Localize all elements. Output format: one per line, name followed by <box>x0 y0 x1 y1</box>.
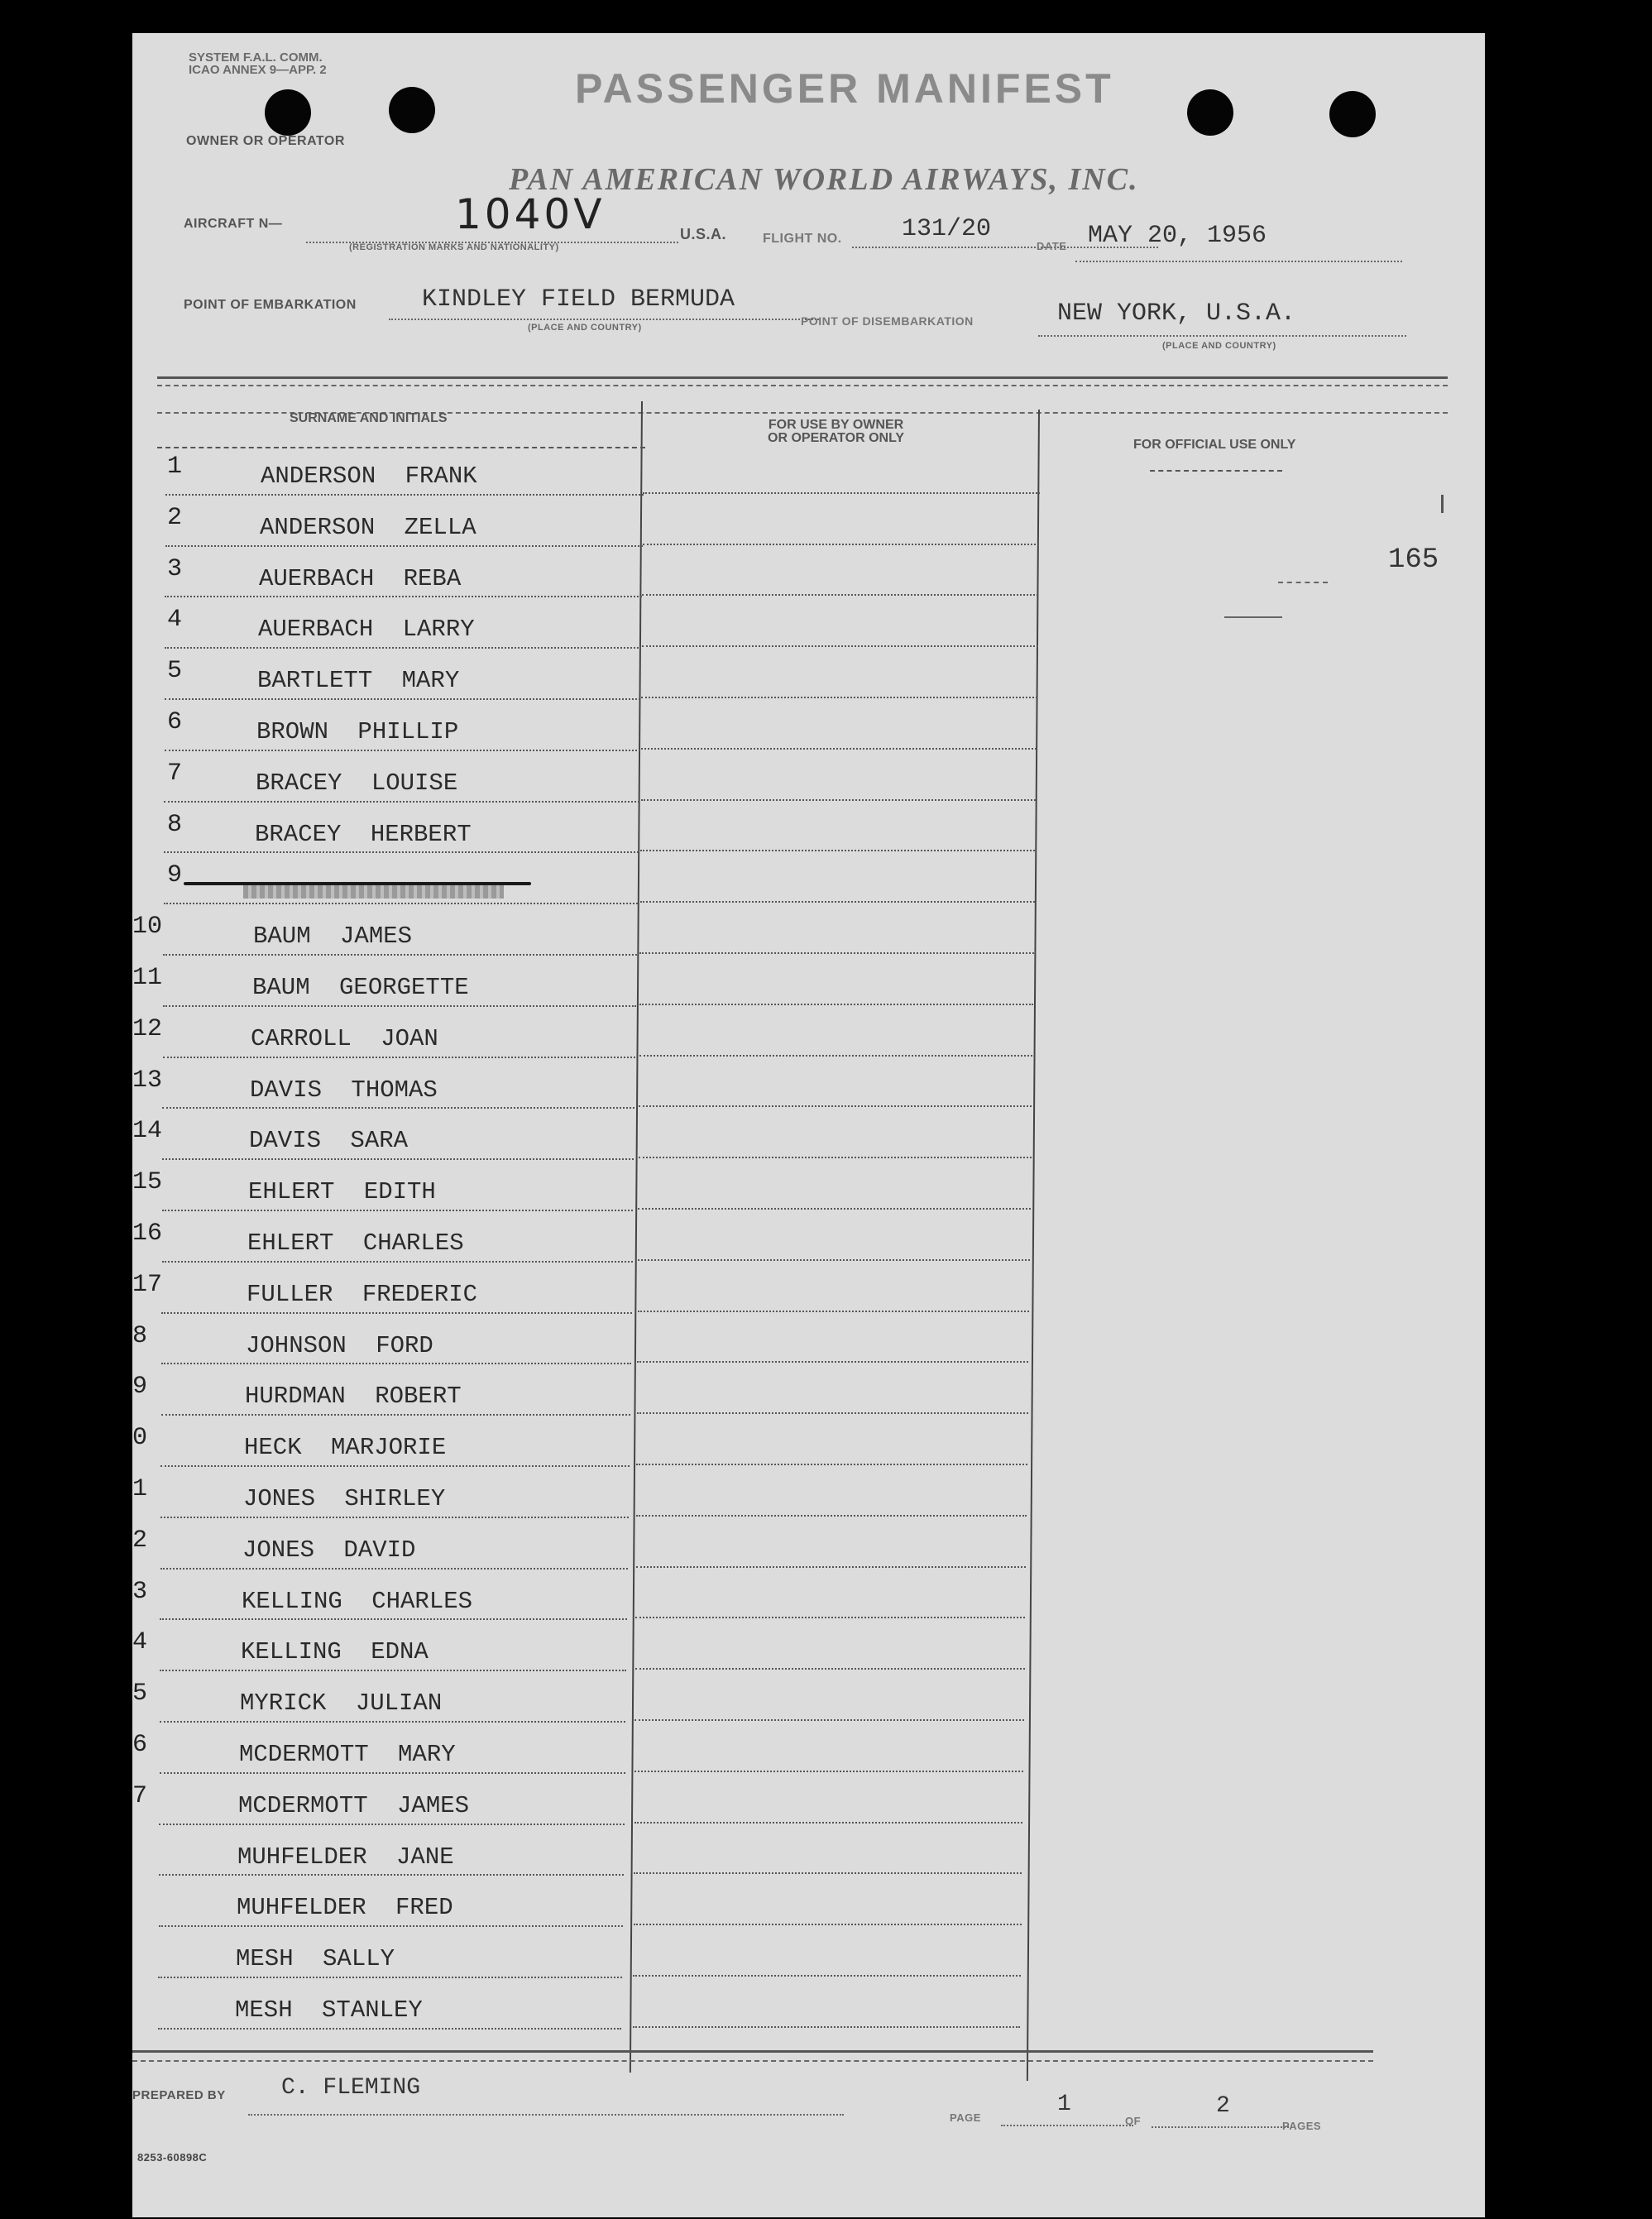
owner-column-header <box>768 419 904 445</box>
official-mark <box>1441 495 1444 513</box>
row-number: 7 <box>132 1781 148 1810</box>
row-rule <box>164 903 638 904</box>
passenger-name: BRACEY LOUISE <box>256 769 458 797</box>
row-rule <box>641 799 1037 801</box>
row-number: 5 <box>167 657 183 686</box>
row-rule <box>161 1312 631 1314</box>
row-number: 8 <box>132 1321 148 1350</box>
flight-label: FLIGHT NO. <box>763 232 842 246</box>
passenger-name: HECK MARJORIE <box>244 1434 447 1462</box>
passenger-name: MESH STANLEY <box>235 1996 423 2024</box>
row-rule <box>638 1311 1030 1312</box>
passenger-name: JOHNSON FORD <box>246 1331 433 1359</box>
row-rule <box>160 1670 626 1671</box>
row-rule <box>163 954 637 956</box>
row-rule <box>634 1924 1022 1925</box>
row-rule <box>162 1210 634 1211</box>
row-number: 4 <box>132 1628 148 1657</box>
row-rule <box>639 1055 1033 1057</box>
row-rule <box>165 647 641 649</box>
row-rule <box>165 545 643 547</box>
row-rule <box>162 1261 633 1263</box>
passenger-name: BAUM JAMES <box>253 923 413 951</box>
row-rule <box>640 850 1035 851</box>
passenger-name: MYRICK JULIAN <box>240 1689 443 1718</box>
row-number: 11 <box>132 964 163 992</box>
disembarkation-value: NEW YORK, U.S.A. <box>1057 300 1296 328</box>
nationality: U.S.A. <box>680 226 727 242</box>
embarkation-underline <box>389 319 819 320</box>
row-rule <box>639 1004 1033 1005</box>
row-rule <box>162 1107 634 1109</box>
date-underline <box>1075 261 1402 262</box>
row-number: 10 <box>132 913 163 942</box>
row-rule <box>165 698 641 700</box>
passenger-name: DAVIS THOMAS <box>250 1076 438 1104</box>
punch-hole <box>1187 89 1233 136</box>
header-rule <box>157 385 1448 386</box>
row-rule <box>633 1975 1020 1977</box>
row-number: 0 <box>132 1424 148 1453</box>
prepared-label: PREPARED BY <box>132 2088 226 2102</box>
row-rule <box>634 1822 1023 1824</box>
row-rule <box>163 1057 635 1058</box>
table-header-rule <box>157 447 645 448</box>
row-number: 2 <box>132 1526 148 1555</box>
row-number: 15 <box>132 1168 163 1197</box>
row-rule <box>636 1515 1027 1517</box>
row-rule <box>642 594 1038 596</box>
owner-label: OWNER OR OPERATOR <box>186 134 345 148</box>
row-rule <box>640 901 1035 903</box>
passenger-name: MUHFELDER FRED <box>237 1894 453 1922</box>
official-dash <box>1278 582 1328 583</box>
passenger-name: HURDMAN ROBERT <box>245 1383 462 1411</box>
owner-column-header-line: FOR USE BY OWNER <box>768 418 904 432</box>
row-rule <box>159 1874 624 1876</box>
row-rule <box>159 1824 624 1825</box>
row-number: 6 <box>167 708 183 736</box>
struck-entry-smudge <box>243 885 504 899</box>
pages-underline <box>1152 2126 1292 2128</box>
row-rule <box>636 1464 1027 1465</box>
row-rule <box>634 1771 1023 1772</box>
page-label: PAGE <box>950 2111 981 2124</box>
prepared-value: C. FLEMING <box>281 2075 421 2101</box>
row-number: 16 <box>132 1220 163 1248</box>
passenger-name: AUERBACH REBA <box>259 564 462 592</box>
punch-hole <box>1329 91 1376 137</box>
row-rule <box>634 1719 1023 1721</box>
passenger-name: MUHFELDER JANE <box>237 1843 454 1871</box>
row-number: 3 <box>132 1577 148 1606</box>
footer-rule <box>132 2060 1373 2062</box>
embarkation-label: POINT OF EMBARKATION <box>184 298 357 312</box>
pages-label: PAGES <box>1282 2120 1322 2132</box>
passenger-name: FULLER FREDERIC <box>247 1280 478 1308</box>
passenger-name: MESH SALLY <box>236 1945 395 1973</box>
page-underline <box>1001 2125 1133 2126</box>
row-rule <box>635 1617 1025 1618</box>
row-rule <box>160 1465 630 1467</box>
row-rule <box>161 1414 630 1416</box>
row-number: 4 <box>167 606 183 635</box>
row-number: 8 <box>167 810 183 839</box>
punch-hole <box>265 89 311 136</box>
row-rule <box>165 750 640 751</box>
row-rule <box>160 1517 629 1518</box>
passenger-name: BROWN PHILLIP <box>256 718 459 745</box>
row-number: 1 <box>167 453 183 481</box>
passenger-name: EHLERT CHARLES <box>247 1229 464 1257</box>
row-number: 2 <box>167 503 183 532</box>
owner-column-header-line: OR OPERATOR ONLY <box>768 431 905 445</box>
header-rule <box>157 376 1448 379</box>
column-divider <box>1027 410 1040 2081</box>
row-number: 17 <box>132 1270 163 1299</box>
disembarkation-underline <box>1038 335 1406 337</box>
of-label: OF <box>1125 2115 1142 2127</box>
row-number: 14 <box>132 1117 163 1146</box>
form-code-line: ICAO ANNEX 9—APP. 2 <box>189 63 327 77</box>
row-number: 9 <box>132 1373 148 1402</box>
row-rule <box>165 494 644 496</box>
row-rule <box>161 1363 631 1364</box>
row-rule <box>639 1157 1032 1158</box>
passenger-name: BARTLETT MARY <box>257 667 460 695</box>
place-country-note: (PLACE AND COUNTRY) <box>528 323 642 333</box>
row-rule <box>643 544 1040 545</box>
passenger-name: ANDERSON FRANK <box>261 462 477 490</box>
row-rule <box>637 1412 1028 1414</box>
passenger-name: AUERBACH LARRY <box>258 616 475 644</box>
date-label: DATE <box>1037 240 1067 252</box>
row-rule <box>639 952 1033 954</box>
registration-note: (REGISTRATION MARKS AND NATIONALITY) <box>349 242 559 252</box>
row-rule <box>638 1259 1030 1261</box>
row-rule <box>162 1158 634 1160</box>
passenger-name: ANDERSON ZELLA <box>260 513 476 541</box>
passenger-name: BRACEY HERBERT <box>255 820 472 848</box>
embarkation-value: KINDLEY FIELD BERMUDA <box>422 285 735 314</box>
disembarkation-label: POINT OF DISEMBARKATION <box>801 314 974 328</box>
passenger-name: MCDERMOTT MARY <box>239 1741 456 1768</box>
row-rule <box>158 2028 621 2030</box>
surname-column-header: SURNAME AND INITIALS <box>290 411 448 425</box>
row-rule <box>634 1872 1022 1874</box>
passenger-name: MCDERMOTT JAMES <box>238 1791 470 1819</box>
row-number: 12 <box>132 1014 163 1043</box>
row-rule <box>633 2026 1020 2028</box>
flight-number: 131/20 <box>902 215 992 243</box>
row-rule <box>160 1618 627 1620</box>
pages-value: 2 <box>1216 2093 1230 2119</box>
row-number: 5 <box>132 1680 148 1709</box>
punch-hole <box>389 87 435 133</box>
passenger-name: EHLERT EDITH <box>248 1178 436 1206</box>
row-rule <box>160 1721 626 1723</box>
operator-name: PAN AMERICAN WORLD AIRWAYS, INC. <box>509 162 1139 197</box>
row-rule <box>164 851 639 853</box>
date-value: MAY 20, 1956 <box>1088 222 1267 250</box>
aircraft-number: 1040V <box>455 190 606 238</box>
official-note: 165 <box>1388 544 1439 576</box>
passenger-name: JONES DAVID <box>242 1536 416 1564</box>
form-number: 8253-60898C <box>137 2151 208 2164</box>
row-rule <box>158 1977 622 1978</box>
row-number: 3 <box>167 554 183 583</box>
struck-entry-line <box>184 882 531 885</box>
row-number: 13 <box>132 1066 163 1095</box>
official-dash <box>1224 616 1282 618</box>
passenger-name: JONES SHIRLEY <box>243 1485 446 1512</box>
row-rule <box>165 596 642 597</box>
manifest-sheet <box>132 33 1485 2217</box>
aircraft-label: AIRCRAFT N— <box>184 217 283 231</box>
row-rule <box>637 1361 1028 1363</box>
passenger-name: DAVIS SARA <box>249 1127 409 1155</box>
page-value: 1 <box>1057 2092 1071 2117</box>
passenger-name: CARROLL JOAN <box>251 1024 438 1052</box>
row-rule <box>641 697 1037 698</box>
form-code-line: SYSTEM F.A.L. COMM. <box>189 50 323 65</box>
form-code <box>189 51 327 76</box>
row-rule <box>641 748 1037 750</box>
row-rule <box>642 645 1038 647</box>
row-rule <box>164 801 639 803</box>
passenger-name: KELLING CHARLES <box>242 1587 473 1615</box>
passenger-name: KELLING EDNA <box>241 1638 429 1666</box>
prepared-underline <box>248 2114 844 2116</box>
footer-rule <box>132 2050 1373 2053</box>
row-rule <box>163 1005 636 1007</box>
row-number: 7 <box>167 759 183 788</box>
row-number: 1 <box>132 1475 148 1503</box>
official-column-header: FOR OFFICIAL USE ONLY <box>1133 438 1296 452</box>
row-rule <box>160 1568 628 1570</box>
place-country-note: (PLACE AND COUNTRY) <box>1162 341 1276 351</box>
row-rule <box>638 1208 1030 1210</box>
row-rule <box>639 1105 1032 1107</box>
document-title: PASSENGER MANIFEST <box>575 65 1114 112</box>
row-rule <box>160 1772 625 1774</box>
row-rule <box>643 492 1040 494</box>
row-rule <box>159 1925 623 1927</box>
row-rule <box>635 1668 1025 1670</box>
table-header-rule <box>1150 470 1282 472</box>
row-number: 9 <box>167 861 183 890</box>
struck-entry <box>184 877 531 902</box>
passenger-name: BAUM GEORGETTE <box>252 974 469 1001</box>
row-number: 6 <box>132 1731 148 1759</box>
row-rule <box>636 1566 1027 1568</box>
